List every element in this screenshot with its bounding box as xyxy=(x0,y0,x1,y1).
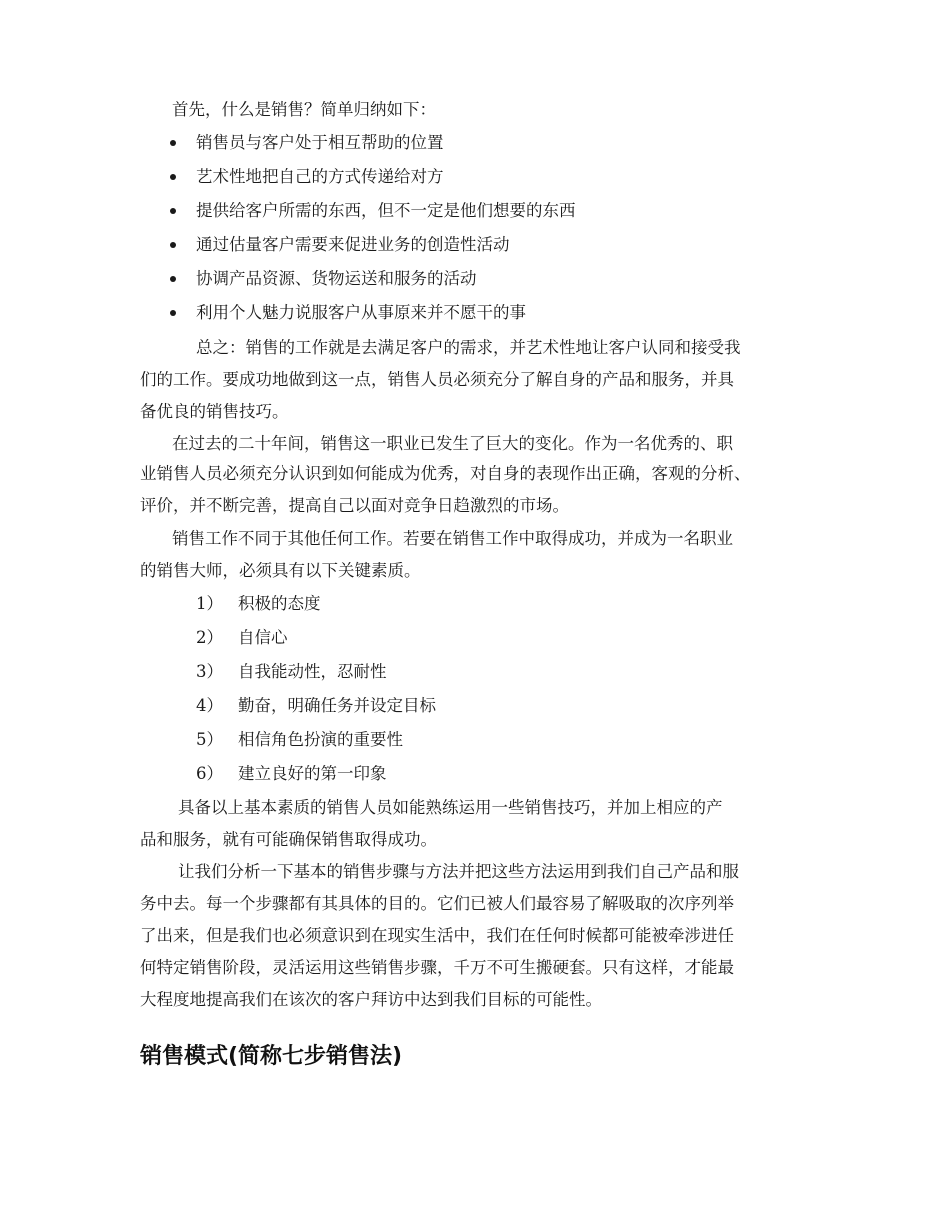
bullet-text: 提供给客户所需的东西，但不一定是他们想要的东西 xyxy=(196,201,576,220)
bullet-icon xyxy=(170,174,176,180)
paragraph-line: 何特定销售阶段，灵活运用这些销售步骤，千万不可生搬硬套。只有这样，才能最 xyxy=(140,958,734,977)
bullet-text: 通过估量客户需要来促进业务的创造性活动 xyxy=(196,235,510,254)
item-text: 建立良好的第一印象 xyxy=(238,764,387,783)
item-text: 积极的态度 xyxy=(238,594,321,613)
paragraph-line: 们的工作。要成功地做到这一点，销售人员必须充分了解自身的产品和服务，并具 xyxy=(140,370,734,389)
paragraph-line: 销售工作不同于其他任何工作。若要在销售工作中取得成功，并成为一名职业 xyxy=(172,529,733,548)
paragraph-line: 总之：销售的工作就是去满足客户的需求，并艺术性地让客户认同和接受我 xyxy=(196,338,741,357)
item-number: 3） xyxy=(196,662,223,681)
paragraph-line: 大程度地提高我们在该次的客户拜访中达到我们目标的可能性。 xyxy=(140,990,602,1009)
bullet-icon xyxy=(170,242,176,248)
bullet-icon xyxy=(170,276,176,282)
paragraph-line: 具备以上基本素质的销售人员如能熟练运用一些销售技巧，并加上相应的产 xyxy=(178,798,723,817)
item-number: 6） xyxy=(196,764,223,783)
bullet-text: 协调产品资源、货物运送和服务的活动 xyxy=(196,269,477,288)
item-text: 相信角色扮演的重要性 xyxy=(238,730,403,749)
bullet-text: 艺术性地把自己的方式传递给对方 xyxy=(196,167,444,186)
item-text: 自我能动性，忍耐性 xyxy=(238,662,387,681)
item-text: 勤奋，明确任务并设定目标 xyxy=(238,696,436,715)
paragraph-line: 业销售人员必须充分认识到如何能成为优秀，对自身的表现作出正确，客观的分析、 xyxy=(140,464,751,483)
item-text: 自信心 xyxy=(238,628,288,647)
paragraph-line: 品和服务，就有可能确保销售取得成功。 xyxy=(140,830,437,849)
item-number: 2） xyxy=(196,628,223,647)
paragraph-line: 让我们分析一下基本的销售步骤与方法并把这些方法运用到我们自己产品和服 xyxy=(178,862,739,881)
paragraph-line: 备优良的销售技巧。 xyxy=(140,402,289,421)
bullet-icon xyxy=(170,208,176,214)
paragraph-line: 了出来，但是我们也必须意识到在现实生活中，我们在任何时候都可能被牵涉进任 xyxy=(140,926,734,945)
paragraph-line: 评价，并不断完善，提高自己以面对竞争日趋激烈的市场。 xyxy=(140,496,569,515)
item-number: 1） xyxy=(196,594,223,613)
bullet-icon xyxy=(170,310,176,316)
item-number: 5） xyxy=(196,730,223,749)
section-heading: 销售模式(简称七步销售法) xyxy=(140,1044,403,1069)
intro-line: 首先，什么是销售？简单归纳如下： xyxy=(172,100,436,119)
bullet-text: 销售员与客户处于相互帮助的位置 xyxy=(196,133,444,152)
paragraph-line: 务中去。每一个步骤都有其具体的目的。它们已被人们最容易了解吸取的次序列举 xyxy=(140,894,734,913)
bullet-icon xyxy=(170,140,176,146)
item-number: 4） xyxy=(196,696,223,715)
bullet-text: 利用个人魅力说服客户从事原来并不愿干的事 xyxy=(196,303,526,322)
paragraph-line: 在过去的二十年间，销售这一职业已发生了巨大的变化。作为一名优秀的、职 xyxy=(172,434,733,453)
paragraph-line: 的销售大师，必须具有以下关键素质。 xyxy=(140,561,421,580)
